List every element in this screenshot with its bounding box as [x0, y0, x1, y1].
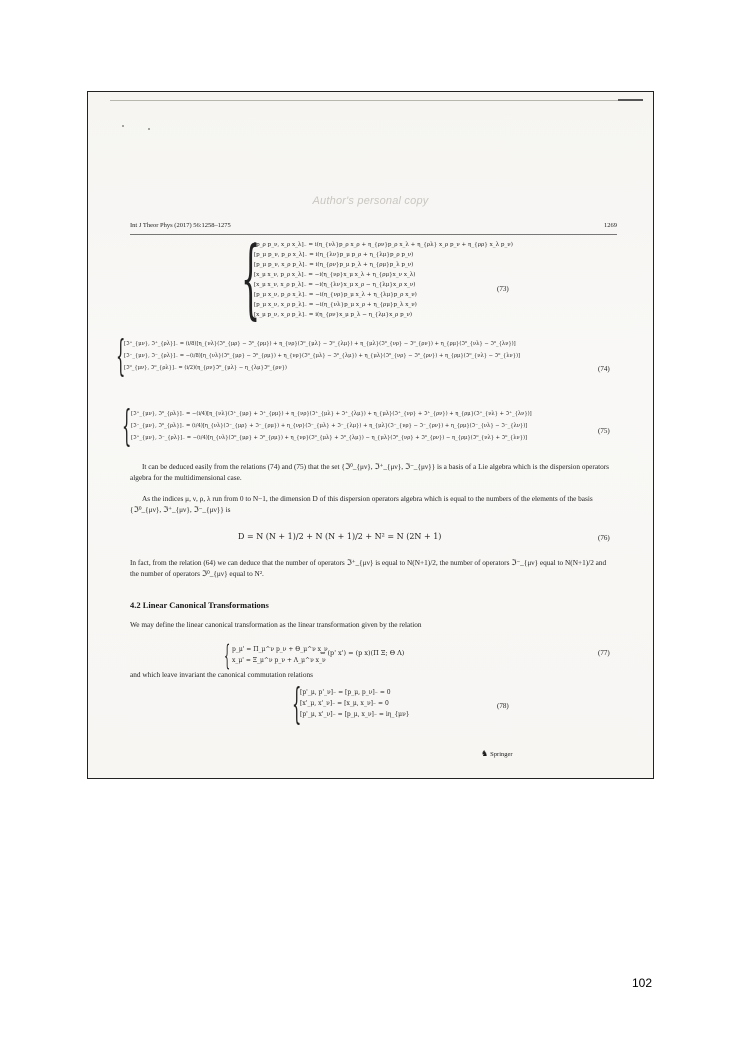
eq73-line: [x_μ x_ν, p_ρ x_λ]₋ = −i(η_{νρ}x_μ x_λ + η_{ρμ}x_ν x_λ) — [254, 272, 416, 278]
eq75-line: [ℑ⁺_{μν}, ℑ⁰_{ρλ}]₋ = −(i/4)[η_{νλ}(ℑ⁺_{μρ} + ℑ⁺_{ρμ}) + η_{νρ}(ℑ⁺_{μλ} + ℑ⁺_{λμ}) + η_{μλ}(ℑ⁺_{νρ} + ℑ⁺_{ρν}) + η_{ρμ}(ℑ⁺_{νλ} + ℑ⁺_{λν})] — [131, 411, 532, 417]
scan-speck — [122, 125, 124, 127]
running-head-left: Int J Theor Phys (2017) 56:1258–1275 — [130, 222, 231, 229]
equation-73 — [254, 240, 513, 320]
eq75-line: [ℑ⁺_{μν}, ℑ⁻_{ρλ}]₋ = −(i/4)[η_{νλ}(ℑ⁰_{μρ} + ℑ⁰_{ρμ}) + η_{νρ}(ℑ⁰_{μλ} + ℑ⁰_{λμ}) − η_{μλ}(ℑ⁰_{νρ} + ℑ⁰_{ρν}) − η_{ρμ}(ℑ⁰_{νλ} + ℑ⁰_{λν})] — [131, 435, 528, 441]
eq73-line: [x_μ p_ν, x_ρ p_λ]₋ = i(η_{ρν}x_μ p_λ − η_{λμ}x_ρ p_ν) — [254, 312, 413, 318]
eq74-number: (74) — [598, 365, 610, 373]
scanned-page-frame — [87, 91, 654, 779]
eq76-number: (76) — [598, 534, 610, 542]
eq75-number: (75) — [598, 427, 610, 435]
eq78-line: [p'_μ, p'_ν]₋ = [p_μ, p_ν]₋ = 0 — [300, 689, 391, 696]
eq78-line: [x'_μ, x'_ν]₋ = [x_μ, x_ν]₋ = 0 — [300, 700, 389, 707]
eq78-line: [p'_μ, x'_ν]₋ = [p_μ, x_ν]₋ = iη_{μν} — [300, 711, 410, 718]
eq78-brace: { — [292, 679, 302, 728]
eq73-line: [p_μ p_ν, x_ρ p_λ]₋ = i(η_{ρν}p_μ p_λ + η_{ρμ}p_λ p_ν) — [254, 262, 414, 268]
eq77-line: x_μ' = Ξ_μ^ν p_ν + Λ_μ^ν x_ν — [232, 657, 326, 664]
eq73-line: [p_ρ p_ν, x_ρ x_λ]₋ = i(η_{νλ}p_ρ x_ρ + η_{ρν}p_ρ x_λ + η_{ρλ} x_ρ p_ν + η_{ρρ} x_λ p_ν) — [254, 242, 513, 248]
paragraph: As the indices μ, ν, ρ, λ run from 0 to N−1, the dimension D of this dispersion operators algebra which is equal to the numbers of the elements of the basis {ℑ⁰_{μν}, ℑ⁺_{μν}, ℑ⁻_{μν}} is — [130, 494, 593, 514]
paragraph: and which leave invariant the canonical commutation relations — [130, 670, 313, 679]
eq74-line: [ℑ⁻_{μν}, ℑ⁻_{ρλ}]₋ = −(i/8)[η_{νλ}(ℑ⁰_{μρ} − ℑ⁰_{ρμ}) + η_{νρ}(ℑ⁰_{μλ} − ℑ⁰_{λμ}) + η_{μλ}(ℑ⁰_{νρ} − ℑ⁰_{ρν}) + η_{ρμ}(ℑ⁰_{νλ} − ℑ⁰_{λν})] — [124, 353, 521, 359]
eq78-number: (78) — [497, 702, 509, 710]
equation-77 — [232, 644, 328, 666]
eq75-brace: { — [122, 401, 132, 450]
equation-76: D = N (N + 1)/2 + N (N + 1)/2 + N² = N (2N + 1) — [238, 532, 442, 541]
eq77-number: (77) — [598, 649, 610, 657]
eq73-line: [p_μ x_ν, p_ρ x_λ]₋ = −i(η_{νρ}p_μ x_λ + η_{λμ}p_ρ x_ν) — [254, 292, 417, 298]
springer-horse-icon: ♞ — [481, 749, 489, 758]
eq74-line: [ℑ⁰_{μν}, ℑ⁰_{ρλ}]₋ = (i/2)(η_{ρν}ℑ⁰_{μλ} − η_{λμ}ℑ⁰_{ρν}) — [124, 365, 287, 371]
watermark-text: Author's personal copy — [312, 195, 429, 207]
eq73-line: [p_μ p_ν, p_ρ x_λ]₋ = i(η_{λν}p_μ p_ρ + η_{λμ}p_ρ p_ν) — [254, 252, 414, 258]
equation-75 — [131, 408, 532, 444]
running-head-right: 1269 — [604, 222, 617, 229]
scan-top-rule — [110, 100, 640, 101]
eq73-line: [p_μ x_ν, x_ρ p_λ]₋ = −i(η_{νλ}p_μ x_ρ + η_{ρμ}p_λ x_ν) — [254, 302, 417, 308]
paragraph: It can be deduced easily from the relations (74) and (75) that the set {ℑ⁰_{μν}, ℑ⁺_{μν}, ℑ⁻_{μν}} is a basis of a Lie algebra which is the dispersion operators algebra for the multidimensional case. — [130, 462, 610, 482]
paragraph: In fact, from the relation (64) we can deduce that the number of operators ℑ⁺_{μν} is equal to N(N+1)/2, the number of operators ℑ⁻_{μν} equal to N(N+1)/2 and the number of operators ℑ⁰_{μν} equal to N². — [130, 558, 607, 578]
scan-top-mark — [618, 99, 643, 101]
equation-78 — [300, 687, 410, 720]
running-head — [130, 222, 617, 235]
paragraph: We may define the linear canonical transformation as the linear transformation given by the relation — [130, 620, 422, 629]
equation-74 — [124, 338, 520, 374]
scanned-page — [88, 92, 653, 778]
eq74-line: [ℑ⁺_{μν}, ℑ⁺_{ρλ}]₋ = (i/8)[η_{νλ}(ℑ⁰_{μρ} − ℑ⁰_{ρμ}) + η_{νρ}(ℑ⁰_{μλ} − ℑ⁰_{λμ}) + η_{μλ}(ℑ⁰_{νρ} − ℑ⁰_{ρν}) + η_{ρμ}(ℑ⁰_{νλ} − ℑ⁰_{λν})] — [124, 341, 516, 347]
eq77-brace: { — [224, 639, 231, 672]
eq73-number: (73) — [497, 285, 509, 293]
page-number: 102 — [632, 976, 653, 990]
publisher-mark — [481, 749, 513, 758]
section-heading: 4.2 Linear Canonical Transformations — [130, 600, 269, 610]
equation-77-rhs: ⇔ (p' x') = (p x)(Π Ξ; Θ Λ) — [320, 649, 405, 657]
eq75-line: [ℑ⁻_{μν}, ℑ⁰_{ρλ}]₋ = (i/4)[η_{νλ}(ℑ⁻_{μρ} + ℑ⁻_{ρμ}) + η_{νρ}(ℑ⁻_{μλ} + ℑ⁻_{λμ}) + η_{μλ}(ℑ⁻_{νρ} − ℑ⁻_{ρν}) + η_{ρμ}(ℑ⁻_{νλ} − ℑ⁻_{λν})] — [131, 423, 528, 429]
eq73-line: [x_μ x_ν, x_ρ p_λ]₋ = −i(η_{λν}x_μ x_ρ − η_{λμ}x_ρ x_ν) — [254, 282, 416, 288]
eq74-brace: { — [116, 331, 126, 380]
eq77-line: p_μ' = Π_μ^ν p_ν + Θ_μ^ν x_ν — [232, 646, 328, 653]
eq73-brace: { — [241, 229, 261, 329]
scan-speck — [148, 128, 150, 130]
publisher-name: Springer — [490, 751, 513, 758]
